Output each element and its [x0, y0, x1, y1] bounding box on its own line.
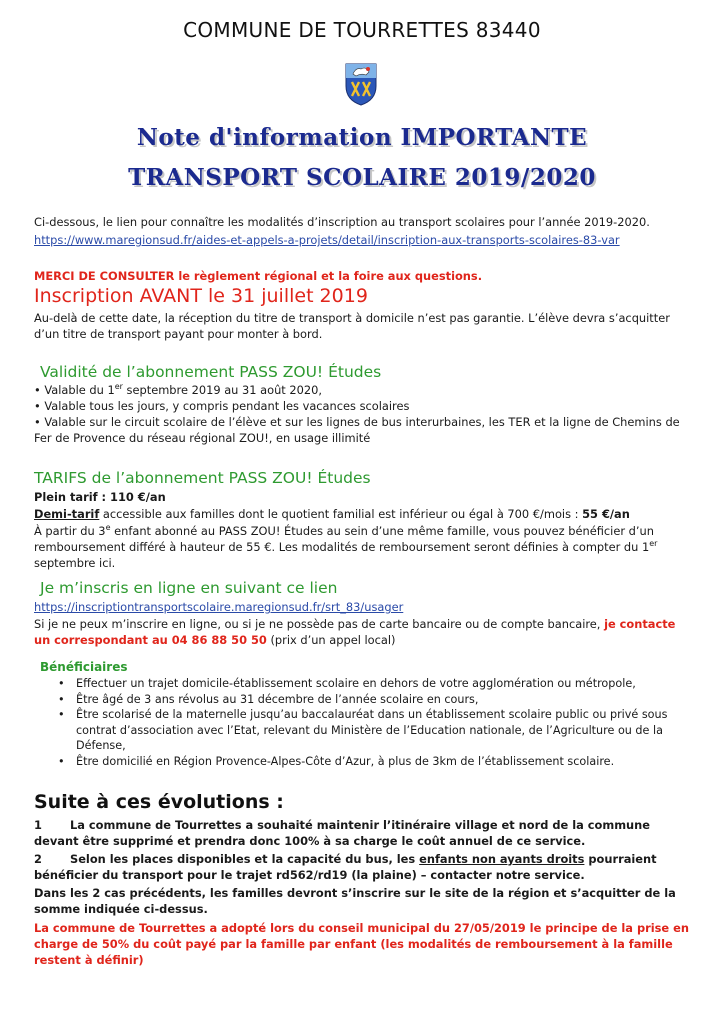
inscription-heading: Je m’inscris en ligne en suivant ce lien: [40, 579, 338, 597]
demi-text: accessible aux familles dont le quotient familial est inférieur ou égal à 700 €/mois :: [99, 507, 583, 521]
merci-rest: le règlement régional et la foire aux questions.: [174, 269, 483, 283]
tarifs-heading: TARIFS de l’abonnement PASS ZOU! Études: [34, 469, 371, 487]
inscription-text: Si je ne peux m’inscrire en ligne, ou si je ne possède pas de carte bancaire ou de compte bancaire, je contacte un correspondant au 04 86 88 50 50 (prix d’un appel local): [34, 617, 676, 647]
validity-item: • Valable sur le circuit scolaire de l’élève et sur les lignes de bus interurbaines, les TER et la ligne de Chemins de Fer de Provence du réseau régional ZOU!, en usage illimité: [34, 415, 680, 445]
validity-item: • Valable tous les jours, y compris pendant les vacances scolaires: [34, 399, 410, 413]
deadline-text: Au-delà de cette date, la réception du titre de transport à domicile n’est pas garantie. L’élève devra s’acquitter d’un titre de transport payant pour monter à bord.: [34, 311, 670, 341]
demi-label: Demi-tarif: [34, 507, 100, 521]
validity-bullets: [34, 382, 694, 446]
coat-of-arms-icon: [344, 62, 378, 106]
beneficiaire-item: • Effectuer un trajet domicile-établissement scolaire en dehors de votre agglomération ou métropole,: [34, 676, 694, 692]
suite-paragraph-2: 2 Selon les places disponibles et la capacité du bus, les enfants non ayants droits pourraient bénéficier du transport pour le trajet rd562/rd19 (la plaine) – contacter notre service.: [34, 852, 657, 882]
plein-tarif: Plein tarif : 110 €/an: [34, 490, 166, 504]
merci-label: MERCI DE CONSULTER: [34, 269, 175, 283]
beneficiaires-heading: Bénéficiaires: [40, 660, 128, 674]
beneficiaire-item: • Être domicilié en Région Provence-Alpes-Côte d’Azur, à plus de 3km de l’établissement scolaire.: [34, 754, 694, 770]
demi-tarif: [34, 506, 694, 522]
deadline-heading: Inscription AVANT le 31 juillet 2019: [34, 285, 368, 307]
suite-paragraph-4: La commune de Tourrettes a adopté lors du conseil municipal du 27/05/2019 le principe de la prise en charge de 50% du coût payé par la famille par enfant (les modalités de remboursement à la famille restent à définir): [34, 921, 689, 967]
suite-paragraph-3: Dans les 2 cas précédents, les familles devront s’inscrire sur le site de la région et s’acquitter de la somme indiquée ci-dessus.: [34, 886, 676, 916]
suite-paragraph-1: 1 La commune de Tourrettes a souhaité maintenir l’itinéraire village et nord de la commune devant être supprimé et prendra donc 100% à sa charge le coût annuel de ce service.: [34, 818, 651, 848]
validity-item: • Valable du 1er septembre 2019 au 31 août 2020,: [34, 382, 323, 397]
demi-price: 55 €/an: [582, 507, 630, 521]
third-child-text: À partir du 3e enfant abonné au PASS ZOU! Études au sein d’une même famille, vous pouvez bénéficier d’un remboursement différé à hauteur de 55 €. Les modalités de remboursement seront définies à compter du 1er septembre ici.: [34, 523, 658, 570]
intro-text: Ci-dessous, le lien pour connaître les modalités d’inscription au transport scolaires pour l’année 2019-2020.: [34, 215, 650, 229]
beneficiaire-item: • Être âgé de 3 ans révolus au 31 décembre de l’année scolaire en cours,: [34, 692, 694, 708]
suite-heading: Suite à ces évolutions :: [34, 791, 284, 813]
headline-line-2: TRANSPORT SCOLAIRE 2019/2020: [128, 164, 596, 191]
inscription-link[interactable]: https://inscriptiontransportscolaire.maregionsud.fr/srt_83/usager: [34, 600, 404, 614]
contact-phone: je contacte un correspondant au 04 86 88 50 50: [34, 617, 676, 647]
region-link[interactable]: https://www.maregionsud.fr/aides-et-appels-a-projets/detail/inscription-aux-transports-scolaires-83-var: [34, 233, 620, 247]
beneficiaires-list: [34, 676, 694, 769]
beneficiaire-item: • Être scolarisé de la maternelle jusqu’au baccalauréat dans un établissement scolaire public ou privé sous contrat d’association avec l’Etat, relevant du Ministère de l’Education nationale, de l’Agriculture ou de la Défense,: [34, 707, 694, 754]
validity-heading: Validité de l’abonnement PASS ZOU! Études: [40, 363, 382, 381]
page-title: COMMUNE DE TOURRETTES 83440: [183, 18, 541, 42]
headline-line-1: Note d'information IMPORTANTE: [136, 124, 588, 151]
consult-notice: [34, 268, 694, 284]
